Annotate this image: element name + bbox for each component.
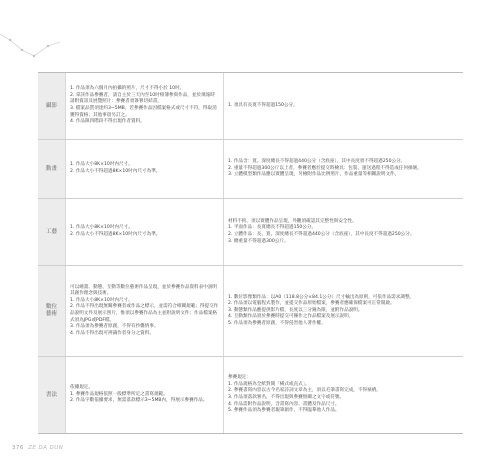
page-number: 376 [12,445,24,451]
material-spec-cell: 材料不拘，須以實體作品呈現，外觀須確認其完整性與安全性。 1. 平面作品：長寬總長不得超過150公分。 2. 立體作品：長、寬、深度總長不得超過440公分（含底座），其中長度不得超過250公分。 3. 總重量不得超過300公斤。 [228,218,415,244]
material-spec-cell: 1. 須具有長寬不得超過150公分。 [228,102,298,108]
table-row [38,357,463,433]
category-cell: 工藝 [38,199,66,265]
size-spec-cell: 1. 作品大小8K×10吋內尺寸。 2. 作品大小不得超過8K×10吋內尺寸為準。 [66,199,224,265]
size-spec-cell: 1. 作品須為六個月內拍攝的照片，尺寸不得小於 10吋。 2. 拿該作品參賽者，請自主於三天內至10吋相簿參與作品，並於填報時請附資訊及展覽照片：參賽者須簽署切結書。 3. 檔案品質須達約3~5MB，若參賽作品因檔案格式或尺寸不符，得取消獲得資格；其他事項另訂之。 4. 作品限四階段不得出現作者資料。 [66,73,224,139]
material-spec-cell: 1. 作品含：寬、深度總長不得超過440公分（含底座），其中長度須不得超過250公分。 2. 重量不得超過300公斤以上者，參賽者應於提交時檢具：包裝、運送過程不得造成任何損壞。 3. 立體模型類作品應以實體呈現，另檢附作品比例照片、作品重量等相關說明文件。 [228,159,422,178]
table-row [38,73,463,140]
category-cell: 動畫 [38,140,66,198]
size-spec-cell: 依據規定。 1. 參賽作品規格依照一般標準所定之書寫規範。 2. 作品字數依據要求，無需落款標示3~5MB內，得展示參賽作品。 [66,357,224,433]
category-cell: 書法 [38,357,66,433]
table-row [38,266,463,357]
material-spec-cell: 參賽規定： 1. 作品規格為全紙對開「橫式或直式」。 2. 參賽書寫內容以古今名家詩詞文章為主，須以毛筆書寫完成，不得裱褙。 3. 作品須落款署名，不得出現與參賽無關之文字或符號。 4. 作品需附作品說明，含書寫內容、書體及作品尺寸。 5. 參賽作品須為參賽者親筆創作，不得臨摹他人作品。 [228,375,381,414]
category-cell: 數位 藝術 [38,266,66,356]
page-footer [12,445,63,451]
specification-table [38,72,463,434]
size-spec-cell: 可以繪畫、動態、互動等數位藝術作品呈現，並於參賽作品資料表中說明其創作理念與技術。 1. 作品大小8K×10吋內尺寸。 2. 作品不得出現無關參賽者或作品之標示，並需符合相關規範；得提交作品說明文件及展示照片，惟須以參賽作品為主並附說明文件；作品檔案格式須為JPG或PDF檔。 3. 作品須為參賽者原創，不得有抄襲情事。 4. 作品不得出現可辨識作者身分之資料。 [66,266,224,356]
material-spec-cell: 1. 數位影像類作品：以A0（118.8公分×84.1公分）尺寸輸出為原則，可依作品需求調整。 2. 作品須以電腦程式製作，並提交作品原始檔案，參賽者應確保檔案可正常開啟。 3. 動態類作品應提供影片檔，長度以三分鐘為限，並附作品說明。 4. 互動類作品須於參賽時提交可操作之作品檔案及展示說明。 5. 作品須為參賽者原創，不得侵害他人著作權。 [228,294,415,326]
table-row [38,140,463,199]
footer-title: ZE DA DUN [28,445,64,451]
size-spec-cell: 1. 作品大小8K×10吋內尺寸。 2. 作品大小不得超過8K×10吋內尺寸為準。 [66,140,224,198]
corner-decoration [0,0,60,70]
category-cell: 攝影 [38,73,66,139]
table-row [38,199,463,266]
